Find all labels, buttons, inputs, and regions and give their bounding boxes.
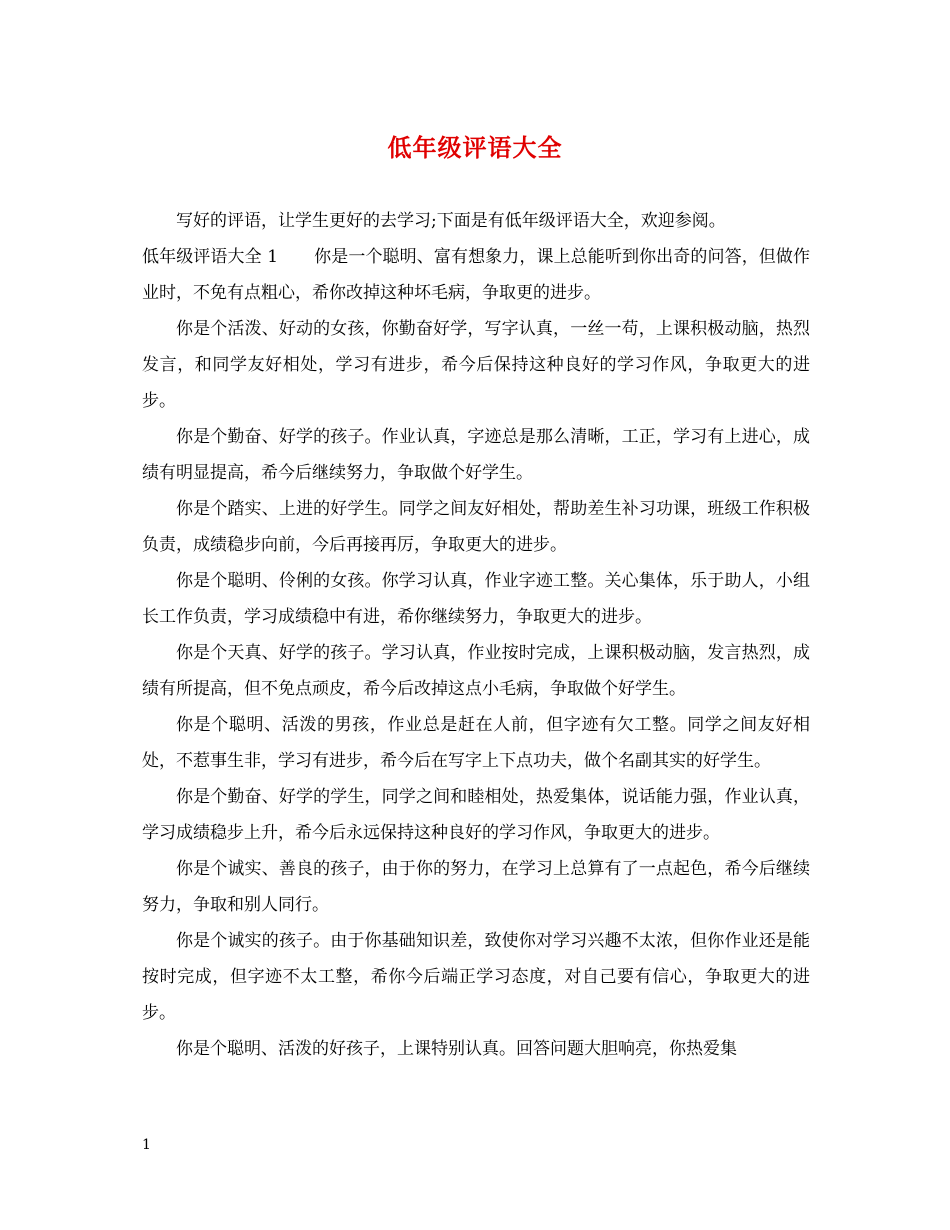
document-body bbox=[142, 203, 810, 1067]
comment-paragraph: 你是个聪明、活泼的男孩，作业总是赶在人前，但字迹有欠工整。同学之间友好相处，不惹事生非，学习有进步，希今后在写字上下点功夫，做个名副其实的好学生。 bbox=[142, 715, 810, 771]
comment-paragraph: 你是个诚实、善良的孩子，由于你的努力，在学习上总算有了一点起色，希今后继续努力，争取和别人同行。 bbox=[142, 859, 810, 915]
comment-paragraph: 你是个活泼、好动的女孩，你勤奋好学，写字认真，一丝一苟，上课积极动脑，热烈发言，和同学友好相处，学习有进步，希今后保持这种良好的学习作风，争取更大的进步。 bbox=[142, 319, 810, 411]
page-number: 1 bbox=[142, 1137, 151, 1153]
comment-paragraph: 你是个聪明、活泼的好孩子，上课特别认真。回答问题大胆响亮，你热爱集 bbox=[176, 1039, 737, 1059]
section-heading: 低年级评语大全 1 bbox=[142, 247, 279, 267]
first-section-paragraph bbox=[142, 239, 810, 311]
comment-paragraph: 你是个诚实的孩子。由于你基础知识差，致使你对学习兴趣不太浓，但你作业还是能按时完成，但字迹不太工整，希你今后端正学习态度，对自己要有信心，争取更大的进步。 bbox=[142, 931, 810, 1023]
comment-paragraph: 你是个天真、好学的孩子。学习认真，作业按时完成，上课积极动脑，发言热烈，成绩有所提高，但不免点顽皮，希今后改掉这点小毛病，争取做个好学生。 bbox=[142, 643, 810, 699]
intro-paragraph: 写好的评语，让学生更好的去学习;下面是有低年级评语大全，欢迎参阅。 bbox=[176, 211, 726, 231]
first-paragraph-text: 你是一个聪明、富有想象力，课上总能听到你出奇的问答，但做作业时，不免有点粗心，希你改掉这种坏毛病，争取更的进步。 bbox=[142, 247, 810, 303]
comment-paragraph: 你是个聪明、伶俐的女孩。你学习认真，作业字迹工整。关心集体，乐于助人，小组长工作负责，学习成绩稳中有进，希你继续努力，争取更大的进步。 bbox=[142, 571, 810, 627]
comment-paragraph: 你是个勤奋、好学的孩子。作业认真，字迹总是那么清晰，工正，学习有上进心，成绩有明显提高，希今后继续努力，争取做个好学生。 bbox=[142, 427, 810, 483]
page-title: 低年级评语大全 bbox=[387, 133, 563, 162]
comment-paragraph: 你是个勤奋、好学的学生，同学之间和睦相处，热爱集体，说话能力强，作业认真，学习成绩稳步上升，希今后永远保持这种良好的学习作风，争取更大的进步。 bbox=[142, 787, 810, 843]
comment-paragraph: 你是个踏实、上进的好学生。同学之间友好相处，帮助差生补习功课，班级工作积极负责，成绩稳步向前，今后再接再厉，争取更大的进步。 bbox=[142, 499, 810, 555]
